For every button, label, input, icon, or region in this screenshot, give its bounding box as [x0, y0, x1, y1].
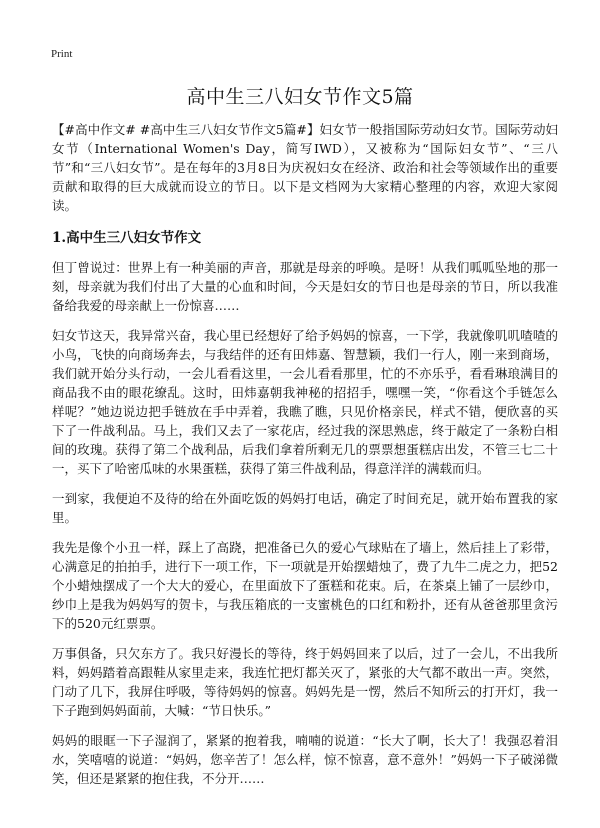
- body-paragraph-4: 我先是像个小丑一样，踩上了高跷，把准备已久的爱心气球贴在了墙上，然后挂上了彩带，心满意足的拍拍手，进行下一项工作，下一项就是开始摆蜡烛了，费了九牛二虎之力，把52个小蜡烛摆成了一个大大的爱心，在里面放下了蛋糕和花束。后，在茶桌上铺了一层纱巾，纱巾上是我为妈妈写的贺卡，与我压箱底的一支蜜桃色的口红和粉扑，还有从爸爸那里贪污下的520元红票票。: [52, 540, 558, 631]
- body-paragraph-6: 妈妈的眼眶一下子湿润了，紧紧的抱着我，喃喃的说道：“长大了啊，长大了！我强忍着泪水，笑嘻嘻的说道：“妈妈，您辛苦了！怎么样，惊不惊喜，意不意外！”妈妈一下子破涕微笑，但还是紧紧的抱住我，不分开……: [52, 733, 558, 786]
- body-paragraph-1: 但丁曾说过：世界上有一种美丽的声音，那就是母亲的呼唤。是呀！从我们呱呱坠地的那一刻，母亲就为我们付出了大量的心血和时间，今天是妇女的节日也是母亲的节日，所以我准备给我爱的母亲献上一份惊喜……: [52, 260, 558, 313]
- body-paragraph-3: 一到家，我便迫不及待的给在外面吃饭的妈妈打电话，确定了时间充足，就开始布置我的家里。: [52, 491, 558, 525]
- intro-paragraph: 【#高中作文# #高中生三八妇女节作文5篇#】妇女节一般指国际劳动妇女节。国际劳动妇女节（International Women's Day，简写IWD），又被称为“国际妇女节”、“三八节”和“三八妇女节”。是在每年的3月8日为庆祝妇女在经济、政治和社会等领域作出的重要贡献和取得的巨大成就而设立的节日。以下是文档网为大家精心整理的内容，欢迎大家阅读。: [52, 122, 558, 213]
- body-paragraph-5: 万事俱备，只欠东方了。我只好漫长的等待，终于妈妈回来了以后，过了一会儿，不出我所料，妈妈踏着高跟鞋从家里走来，我连忙把灯都关灭了，紧张的大气都不敢出一声。突然，门动了几下，我屏住呼吸，等待妈妈的惊喜。妈妈先是一愣，然后不知所云的打开灯，我一下子跑到妈妈面前，大喊：“节日快乐。”: [52, 646, 558, 718]
- document-title: 高中生三八妇女节作文5篇: [186, 86, 414, 108]
- section-heading: 1.高中生三八妇女节作文: [52, 230, 202, 246]
- body-paragraph-2: 妇女节这天，我异常兴奋，我心里已经想好了给予妈妈的惊喜，一下学，我就像叽叽喳喳的小鸟，飞快的向商场奔去，与我结伴的还有田炜嘉、智慧颖，我们一行人，刚一来到商场，我们就开始分头行动，一会儿看看这里，一会儿看看那里，忙的不亦乐乎，看看琳琅满目的商品我不由的眼花缭乱。这时，田炜嘉朝我神秘的招招手，嘿嘿一笑，“你看这个手链怎么样呢？”她边说边把手链放在手中弄着，我瞧了瞧，只见价格亲民，样式不错，便欣喜的买下了一件战利品。马上，我们又去了一家花店，经过我的深思熟虑，终于敲定了一条粉白相间的玫瑰。获得了第二个战利品，后我们拿着所剩无几的票票想蛋糕店出发，不管三七二十一，买下了哈密瓜味的水果蛋糕，获得了第三件战利品，得意洋洋的满载而归。: [52, 328, 558, 476]
- document-body: [52, 120, 558, 799]
- print-link[interactable]: Print: [51, 48, 73, 60]
